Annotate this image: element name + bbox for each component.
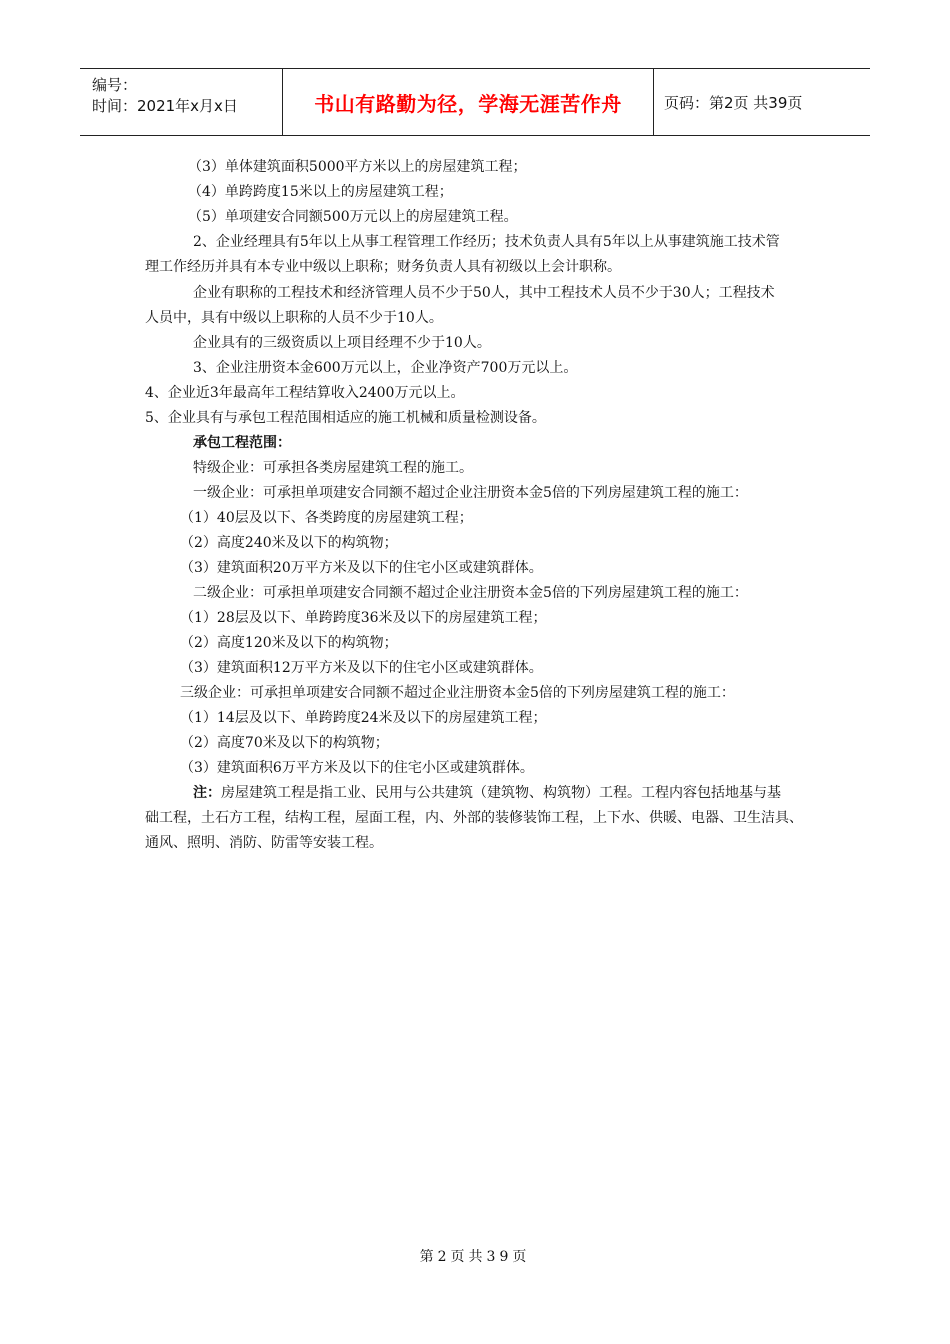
body-line: 企业有职称的工程技术和经济管理人员不少于50人，其中工程技术人员不少于30人；工程技术	[193, 285, 775, 301]
body-line: 2、企业经理具有5年以上从事工程管理工作经历；技术负责人具有5年以上从事建筑施工技术管	[193, 234, 780, 250]
body-line: 一级企业：可承担单项建安合同额不超过企业注册资本金5倍的下列房屋建筑工程的施工：	[193, 485, 748, 501]
body-line: （3）建筑面积6万平方米及以下的住宅小区或建筑群体。	[180, 760, 534, 776]
body-line: 企业具有的三级资质以上项目经理不少于10人。	[193, 335, 491, 351]
body-line: （2）高度120米及以下的构筑物；	[180, 635, 398, 651]
body-line: 二级企业：可承担单项建安合同额不超过企业注册资本金5倍的下列房屋建筑工程的施工：	[193, 585, 748, 601]
header-page-number: 页码：第2页 共39页	[664, 93, 803, 112]
header-meta	[80, 69, 282, 135]
body-line: （3）单体建筑面积5000平方米以上的房屋建筑工程；	[188, 159, 527, 175]
body-line: （1）28层及以下、单跨跨度36米及以下的房屋建筑工程；	[180, 610, 547, 626]
note-text: 房屋建筑工程是指工业、民用与公共建筑（建筑物、构筑物）工程。工程内容包括地基与基	[221, 785, 781, 801]
body-line: 3、企业注册资本金600万元以上，企业净资产700万元以上。	[193, 360, 578, 376]
note-line-2: 础工程，土石方工程，结构工程，屋面工程，内、外部的装修装饰工程，上下水、供暖、电器、卫生洁具、	[145, 810, 803, 826]
body-line: （5）单项建安合同额500万元以上的房屋建筑工程。	[188, 209, 518, 225]
body-line: 人员中，具有中级以上职称的人员不少于10人。	[145, 310, 443, 326]
body-line: 特级企业：可承担各类房屋建筑工程的施工。	[193, 460, 473, 476]
body-line: （1）40层及以下、各类跨度的房屋建筑工程；	[180, 510, 473, 526]
section-heading: 承包工程范围：	[193, 435, 291, 451]
body-line: 5、企业具有与承包工程范围相适应的施工机械和质量检测设备。	[145, 410, 546, 426]
note-label: 注：	[193, 785, 221, 801]
body-line: （2）高度70米及以下的构筑物；	[180, 735, 389, 751]
body-line: （3）建筑面积20万平方米及以下的住宅小区或建筑群体。	[180, 560, 543, 576]
body-line: （2）高度240米及以下的构筑物；	[180, 535, 398, 551]
body-line: （3）建筑面积12万平方米及以下的住宅小区或建筑群体。	[180, 660, 543, 676]
page-header	[80, 68, 870, 136]
body-line: （4）单跨跨度15米以上的房屋建筑工程；	[188, 184, 453, 200]
body-line: 理工作经历并具有本专业中级以上职称；财务负责人具有初级以上会计职称。	[145, 259, 621, 275]
header-page-cell	[654, 69, 870, 135]
body-line: 三级企业：可承担单项建安合同额不超过企业注册资本金5倍的下列房屋建筑工程的施工：	[180, 685, 735, 701]
note-line-1	[193, 784, 781, 802]
note-line-3: 通风、照明、消防、防雷等安装工程。	[145, 835, 383, 851]
body-line: 4、企业近3年最高年工程结算收入2400万元以上。	[145, 385, 465, 401]
document-number-label: 编号：	[92, 76, 138, 94]
header-motto: 书山有路勤为径，学海无涯苦作舟	[314, 91, 622, 116]
header-motto-cell	[282, 69, 654, 135]
document-time: 时间：2021年x月x日	[92, 97, 238, 115]
body-line: （1）14层及以下、单跨跨度24米及以下的房屋建筑工程；	[180, 710, 547, 726]
page-footer: 第2页共39页	[419, 1249, 531, 1265]
